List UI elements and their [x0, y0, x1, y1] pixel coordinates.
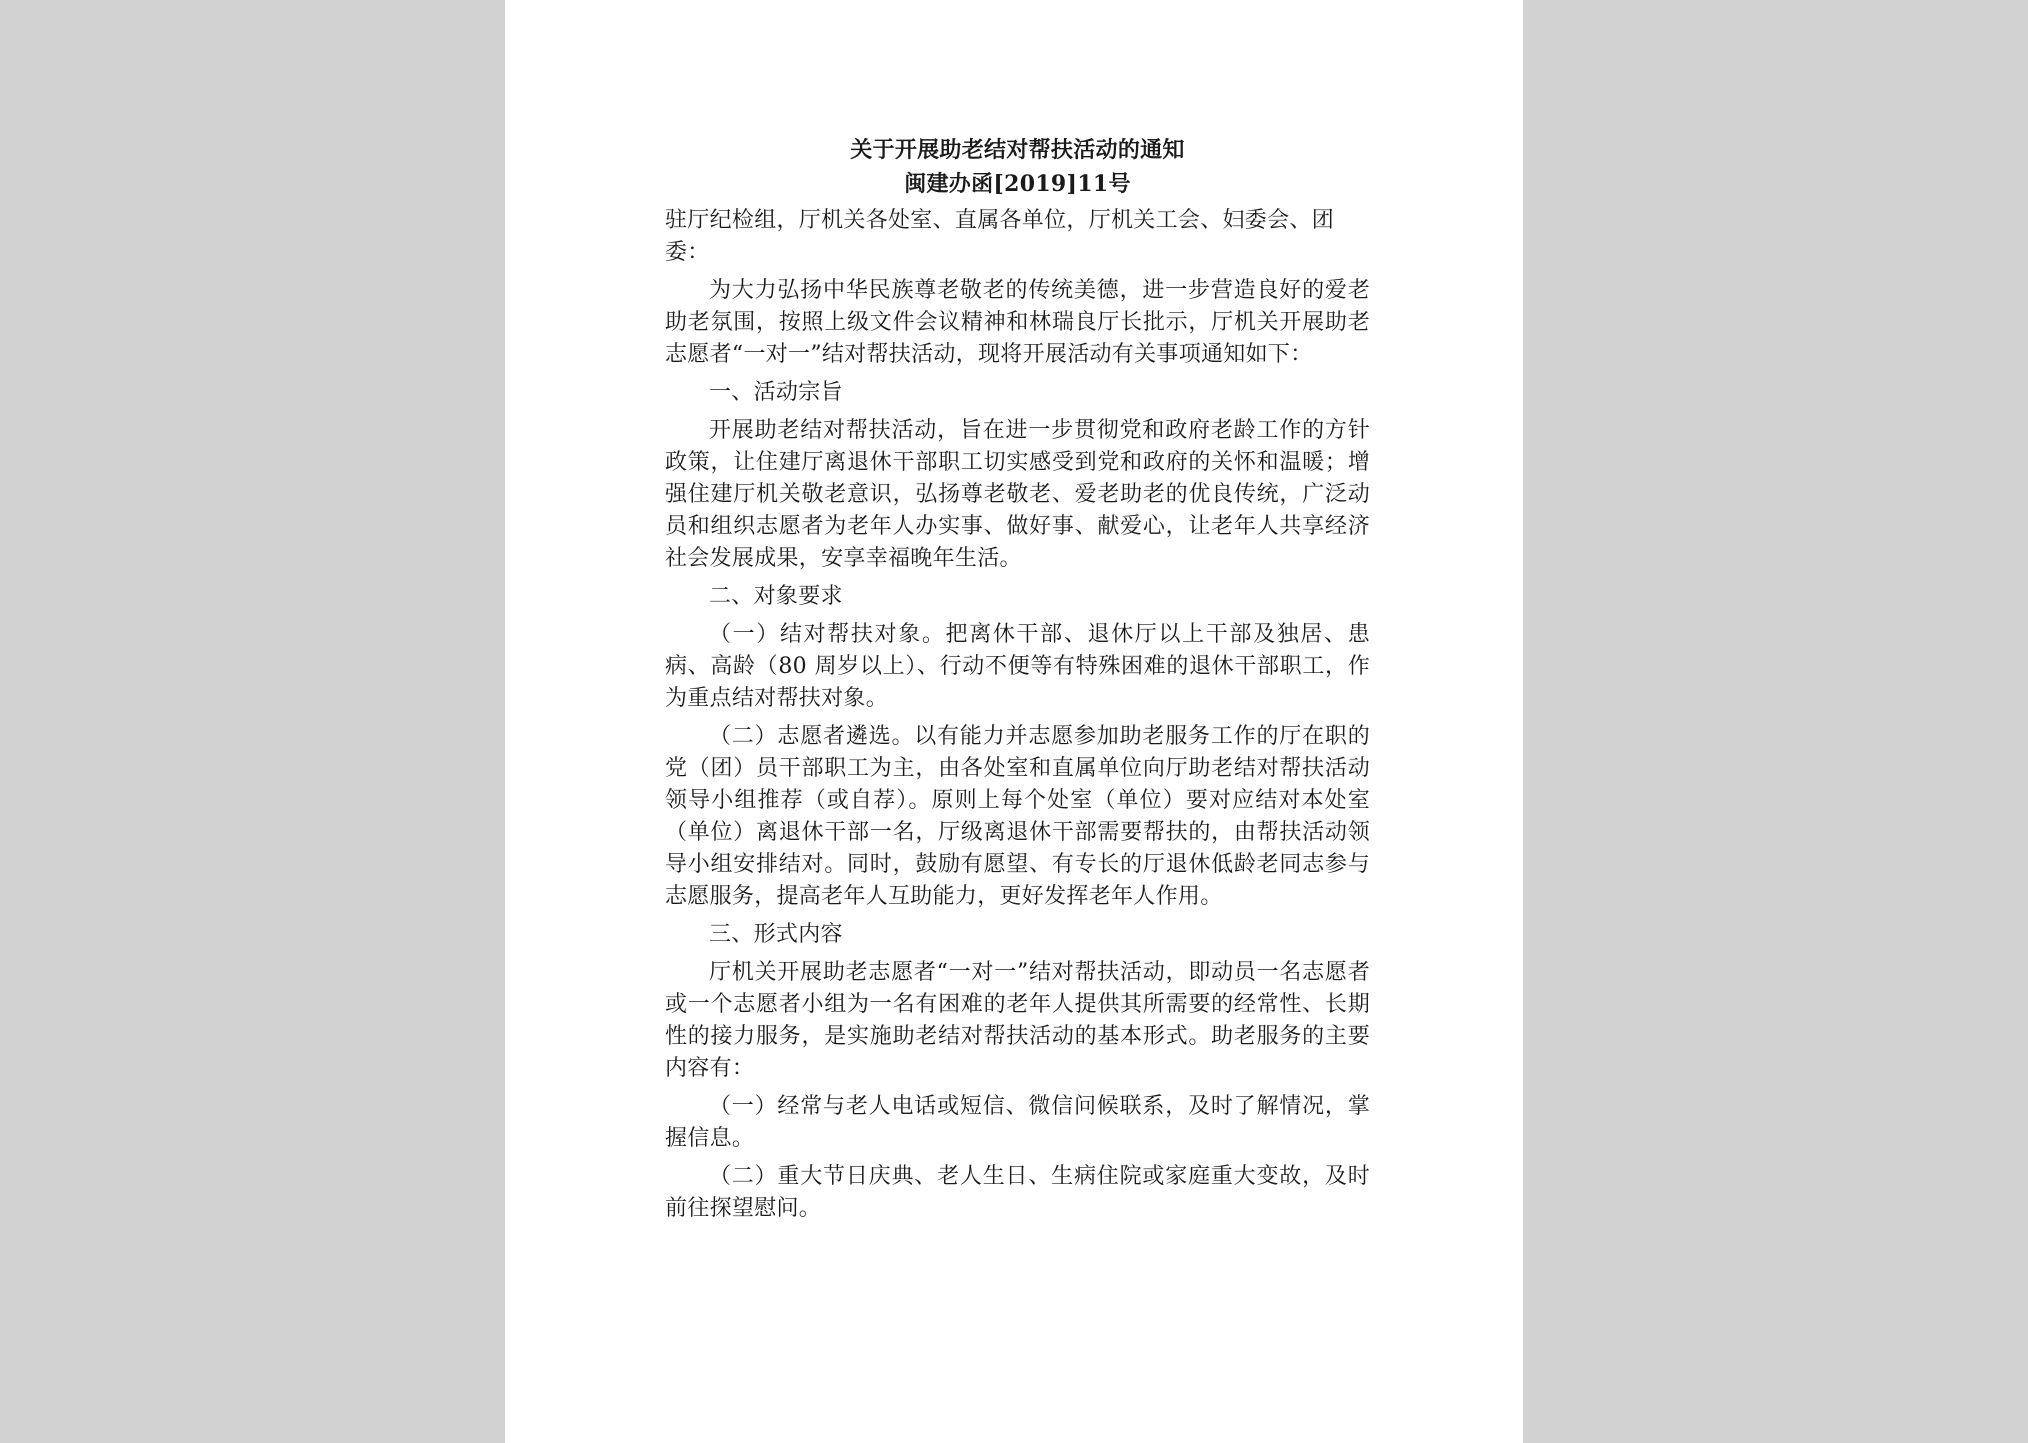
document-page — [505, 0, 1523, 1443]
requirements-item-2: （二）志愿者遴选。以有能力并志愿参加助老服务工作的厅在职的党（团）员干部职工为主，由各处室和直属单位向厅助老结对帮扶活动领导小组推荐（或自荐）。原则上每个处室（单位）要对应结对本处室（单位）离退休干部一名，厅级离退休干部需要帮扶的，由帮扶活动领导小组安排结对。同时，鼓励有愿望、有专长的厅退休低龄老同志参与志愿服务，提高老年人互助能力，更好发挥老年人作用。 — [665, 724, 1370, 909]
document-number: 闽建办函[2019]11号 — [904, 171, 1131, 197]
section-heading-content: 三、形式内容 — [709, 922, 843, 947]
intro-paragraph: 为大力弘扬中华民族尊老敬老的传统美德，进一步营造良好的爱老助老氛围，按照上级文件会议精神和林瑞良厅长批示，厅机关开展助老志愿者“一对一”结对帮扶活动，现将开展活动有关事项通知如下： — [665, 278, 1370, 367]
purpose-paragraph: 开展助老结对帮扶活动，旨在进一步贯彻党和政府老龄工作的方针政策，让住建厅离退休干部职工切实感受到党和政府的关怀和温暖；增强住建厅机关敬老意识，弘扬尊老敬老、爱老助老的优良传统，广泛动员和组织志愿者为老年人办实事、做好事、献爱心，让老年人共享经济社会发展成果，安享幸福晚年生活。 — [665, 418, 1370, 571]
section-heading-requirements: 二、对象要求 — [709, 584, 843, 609]
content-item-2: （二）重大节日庆典、老人生日、生病住院或家庭重大变故，及时前往探望慰问。 — [665, 1164, 1370, 1221]
salutation: 驻厅纪检组，厅机关各处室、直属各单位，厅机关工会、妇委会、团委： — [665, 208, 1335, 265]
content-paragraph: 厅机关开展助老志愿者“一对一”结对帮扶活动，即动员一名志愿者或一个志愿者小组为一名有困难的老年人提供其所需要的经常性、长期性的接力服务，是实施助老结对帮扶活动的基本形式。助老服务的主要内容有： — [665, 960, 1370, 1081]
document-body — [665, 133, 1370, 1231]
section-heading-purpose: 一、活动宗旨 — [709, 380, 843, 405]
document-title: 关于开展助老结对帮扶活动的通知 — [850, 137, 1185, 163]
content-item-1: （一）经常与老人电话或短信、微信问候联系，及时了解情况，掌握信息。 — [665, 1094, 1370, 1151]
requirements-item-1: （一）结对帮扶对象。把离休干部、退休厅以上干部及独居、患病、高龄（80 周岁以上）、行动不便等有特殊困难的退休干部职工，作为重点结对帮扶对象。 — [665, 622, 1370, 711]
